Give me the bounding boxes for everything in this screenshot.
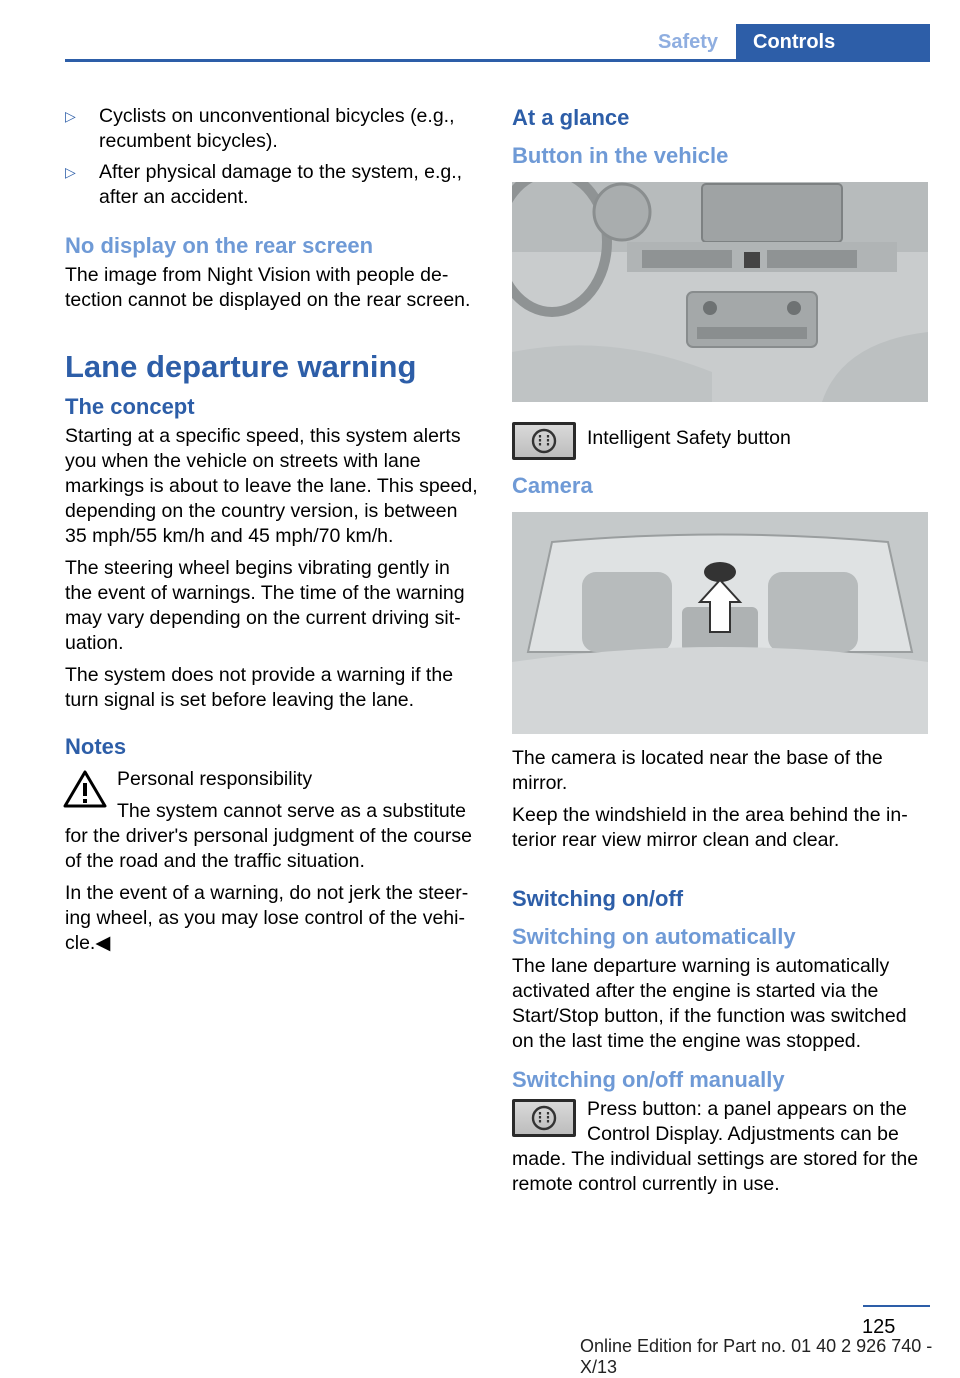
manual-heading: Switching on/off manually [512, 1067, 785, 1092]
auto-heading: Switching on automatically [512, 924, 796, 949]
triangle-bullet-icon: ▷ [65, 108, 76, 124]
list-item-text: Cyclists on unconventional bicycles (e.g., recumbent bicycles). [99, 105, 455, 152]
auto-text: The lane departure warning is automatically activated after the engine is started via the Start/Stop button, if the function was switched on the last time the engine was stopped. [512, 955, 907, 1052]
button-caption: Intelligent Safety button [587, 427, 791, 449]
tab-controls [736, 24, 930, 61]
warning-triangle-icon [63, 769, 107, 809]
dashboard-image [512, 182, 928, 402]
manual-text-2: made. The individual settings are stored for the remote control currently in use. [512, 1148, 919, 1195]
no-display-text: The image from Night Vision with people detection cannot be displayed on the rear screen. [65, 264, 471, 311]
tab-safety: Safety [657, 31, 719, 53]
camera-illustration [512, 512, 928, 734]
intelligent-safety-symbol-icon-2 [529, 1103, 559, 1133]
manual-row [512, 1097, 930, 1147]
footer-rule [863, 1305, 930, 1307]
switching-heading: Switching on/off [512, 886, 684, 911]
camera-image [512, 512, 928, 734]
dashboard-illustration [512, 182, 928, 402]
right-column [512, 104, 930, 1204]
manual-text-1: Press button: a panel appears on the Control Display. Adjustments can be [587, 1098, 907, 1145]
intelligent-safety-button-icon [512, 422, 576, 460]
camera-heading: Camera [512, 473, 593, 498]
concept-paragraph-1: Starting at a specific speed, this system alerts you when the vehicle on streets with lane markings is about to leave the lane. This speed, depending on the country version, is between 35 mph/55 km/h and 45 mph/70 km/h. [65, 425, 478, 547]
list-item-text: After physical damage to the system, e.g., after an accident. [99, 161, 463, 208]
header-rule [65, 59, 930, 62]
intelligent-safety-button-icon-2 [512, 1099, 576, 1137]
warning-text-2: In the event of a warning, do not jerk the steering wheel, as you may lose control of the vehicle.◀ [65, 882, 469, 954]
camera-paragraph-2: Keep the windshield in the area behind the interior rear view mirror clean and clear. [512, 804, 908, 851]
section-title: Lane departure warning [65, 349, 417, 384]
list-item [65, 160, 480, 210]
camera-paragraph-1: The camera is located near the base of the mirror. [512, 747, 883, 794]
warning-text: The system cannot serve as a substitute for the driver's personal judgment of the course of the road and the traffic situation. [65, 800, 472, 872]
edition-footer: Online Edition for Part no. 01 40 2 926 740 - X/13 [580, 1336, 933, 1377]
left-column [65, 104, 480, 963]
page-number: 125 [862, 1316, 896, 1338]
concept-paragraph-2: The steering wheel begins vibrating gently in the event of warnings. The time of the warning may vary depending on the current driving situation. [65, 557, 465, 654]
no-display-heading: No display on the rear screen [65, 233, 374, 258]
tab-controls-label: Controls [753, 31, 836, 53]
button-heading: Button in the vehicle [512, 143, 729, 168]
notes-heading: Notes [65, 734, 127, 759]
triangle-bullet-icon: ▷ [65, 164, 76, 180]
list-item [65, 104, 480, 154]
concept-paragraph-3: The system does not provide a warning if the turn signal is set before leaving the lane. [65, 664, 454, 711]
button-caption-row [512, 420, 930, 460]
warning-title: Personal responsibility [117, 768, 313, 790]
glance-heading: At a glance [512, 105, 630, 130]
concept-heading: The concept [65, 394, 195, 419]
warning-note [65, 767, 480, 874]
intelligent-safety-symbol-icon [529, 426, 559, 456]
